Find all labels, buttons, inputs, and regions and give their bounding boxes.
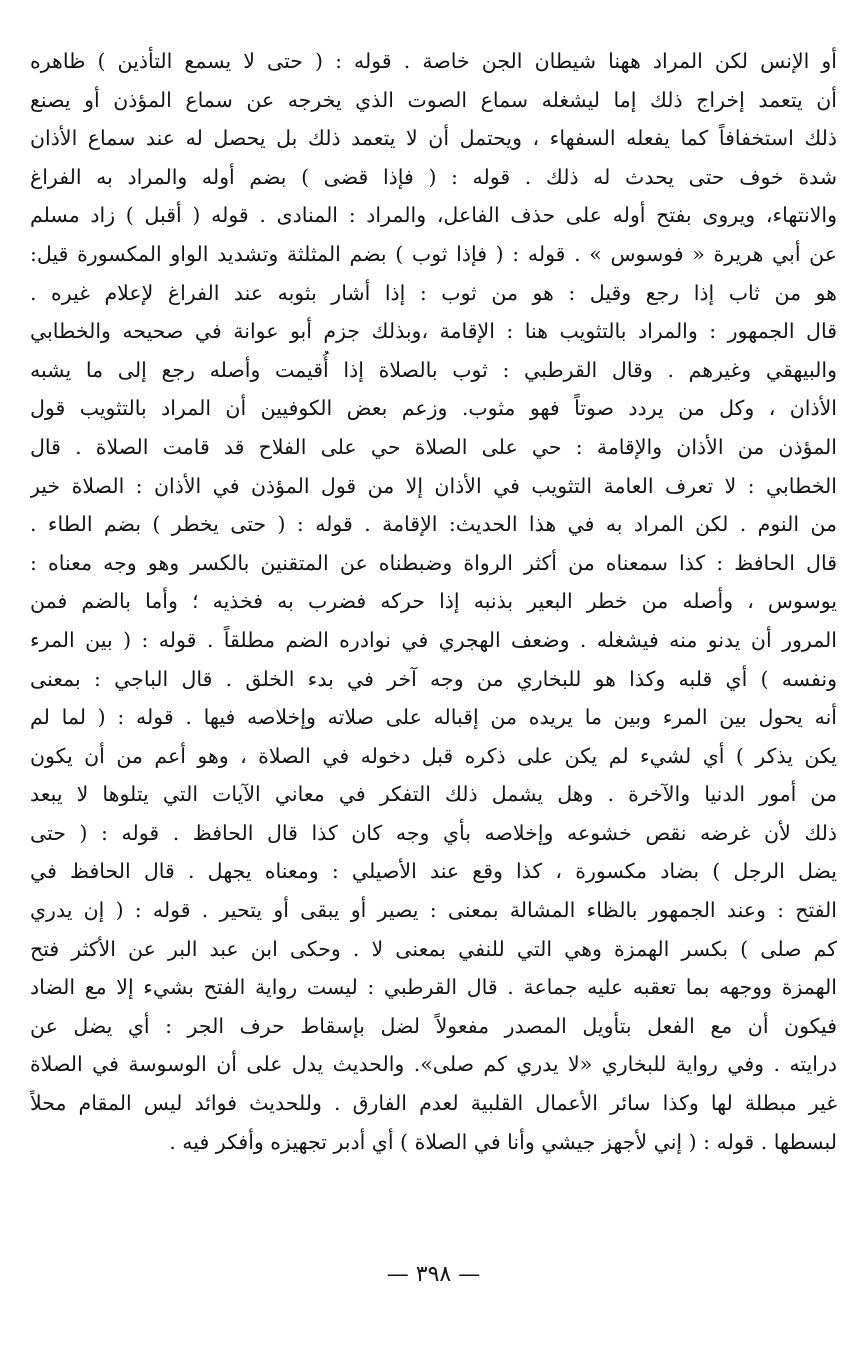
text-line: شدة خوف حتى يحدث له ذلك . قوله : ( فإذا قضى ) بضم أوله والمراد به الفراغ	[30, 164, 837, 189]
text-line: ذلك لأن غرضه نقص خشوعه وإخلاصه بأي وجه كان كذا قال الحافظ . قوله : ( حتى	[30, 820, 837, 845]
text-line: أنه يحول بين المرء وبين ما يريده من إقباله على صلاته وإخلاصه فيها . قوله : ( لما لم	[30, 705, 837, 730]
text-line: المؤذن من الأذان والإقامة : حي على الصلاة حي على الفلاح قد قامت الصلاة . قال	[30, 434, 837, 459]
text-line: كم صلى ) بكسر الهمزة وهي التي للنفي بمعنى لا . وحكى ابن عبد البر عن الأكثر فتح	[30, 936, 837, 961]
text-line: الهمزة ووجهه بما تعقبه عليه جماعة . قال القرطبي : ليست رواية الفتح بشيء إلا مع الضاد	[30, 975, 837, 1000]
text-line: أو الإنس لكن المراد ههنا شيطان الجن خاصة . قوله : ( حتى لا يسمع التأذين ) ظاهره	[30, 49, 837, 73]
page-number: — ٣٩٨ —	[386, 1262, 481, 1287]
text-line: من النوم . لكن المراد به في هذا الحديث: الإقامة . قوله : ( حتى يخطر ) بضم الطاء .	[30, 512, 837, 537]
text-line: أن يتعمد إخراج ذلك إما ليشغله سماع الصوت الذي يخرجه عن سماع المؤذن أو يصنع	[30, 87, 837, 112]
text-line: المرور أن يدنو منه فيشغله . وضعف الهجري في نوادره الضم مطلقاً . قوله : ( بين المرء	[30, 627, 837, 652]
text-line: قال الجمهور : والمراد بالتثويب هنا : الإقامة ،وبذلك جزم أبو عوانة في صحيحه والخطابي	[30, 319, 837, 344]
text-line: درايته . وفي رواية للبخاري «لا يدري كم صلى». والحديث يدل على أن الوسوسة في الصلاة	[30, 1052, 837, 1077]
text-line: هو من ثاب إذا رجع وقيل : هو من ثوب : إذا أشار بثوبه عند الفراغ لإعلام غيره .	[30, 280, 837, 305]
text-line: ذلك استخفافاً كما يفعله السفهاء ، ويحتمل أن لا يتعمد ذلك بل يحصل له عند سماع الأذان	[30, 126, 837, 151]
text-line: غير مبطلة لها وكذا سائر الأعمال القلبية لعدم الفارق . وللحديث فوائد ليس المقام محلاً	[30, 1091, 837, 1116]
text-line: يوسوس ، وأصله من خطر البعير بذنبه إذا حركه فضرب به فخذيه ؛ وأما بالضم فمن	[30, 589, 837, 614]
text-line: قال الحافظ : كذا سمعناه من أكثر الرواة وضبطناه عن المتقنين بالكسر وهو وجه معناه :	[30, 550, 837, 575]
text-line: الفتح : وعند الجمهور بالظاء المشالة بمعنى : يصير أو يبقى أو يتحير . قوله : ( إن يدري	[30, 898, 837, 923]
text-line: ونفسه ) أي قلبه وكذا هو للبخاري من وجه آخر في بدء الخلق . قال الباجي : بمعنى	[30, 666, 837, 691]
text-line: عن أبي هريرة « فوسوس » . قوله : ( فإذا ثوب ) بضم المثلثة وتشديد الواو المكسورة قيل:	[30, 241, 837, 266]
page-text	[30, 42, 837, 1161]
text-line: والانتهاء، ويروى بفتح أوله على حذف الفاعل، والمراد : المنادى . قوله ( أقبل ) زاد مسلم	[30, 203, 837, 228]
text-line: الأذان ، وكل من يردد صوتاً فهو مثوب. وزعم بعض الكوفيين أن المراد بالتثويب قول	[30, 396, 837, 421]
text-line: من أمور الدنيا والآخرة . وهل يشمل ذلك التفكر في معاني الآيات التي يتلوها لا يبعد	[30, 782, 837, 807]
text-line: يكن يذكر ) أي لشيء لم يكن على ذكره قبل دخوله في الصلاة ، وهو أعم من أن يكون	[30, 743, 837, 768]
text-line: يضل الرجل ) بضاد مكسورة ، كذا وقع عند الأصيلي : ومعناه يجهل . قال الحافظ في	[30, 859, 837, 884]
text-line: والبيهقي وغيرهم . وقال القرطبي : ثوب بالصلاة إذا أُقيمت وأصله رجع إلى ما يشبه	[30, 357, 837, 382]
text-line: لبسطها . قوله : ( إني لأجهز جيشي وأنا في الصلاة ) أي أدبر تجهيزه وأفكر فيه .	[169, 1129, 837, 1154]
text-line: الخطابي : لا تعرف العامة التثويب في الأذان إلا من قول المؤذن في الأذان : الصلاة خير	[30, 473, 837, 498]
text-line: فيكون أن مع الفعل بتأويل المصدر مفعولاً لضل بإسقاط حرف الجر : أي يضل عن	[30, 1013, 837, 1038]
